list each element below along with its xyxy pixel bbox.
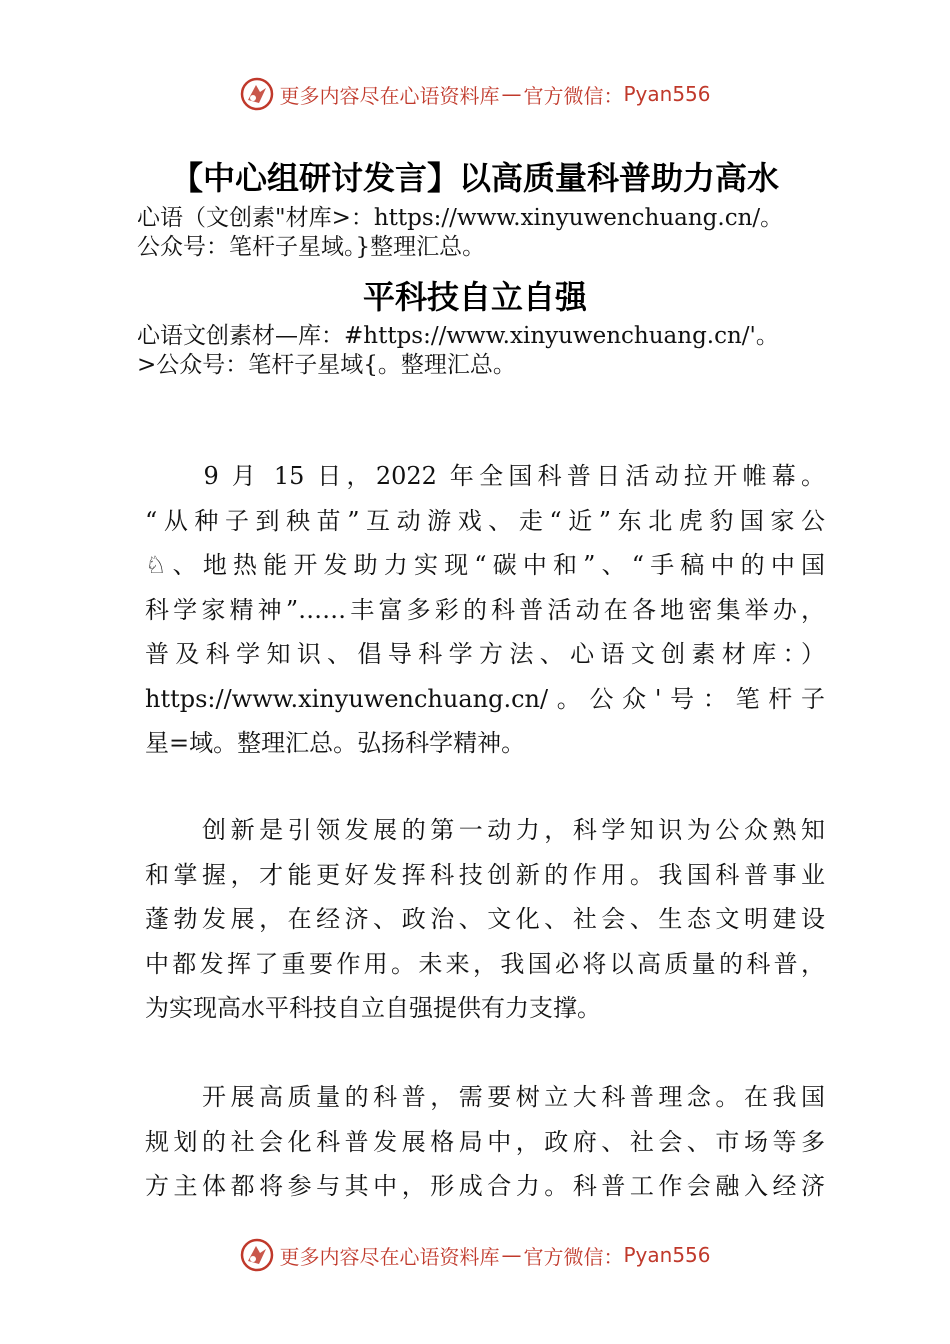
paragraph-line: 为实现高水平科技自立自强提供有力支撑。 [145, 994, 601, 1022]
source-note-1 [137, 204, 937, 262]
document-title-line-1: 【中心组研讨发言】以高质量科普助力高水 [170, 159, 779, 197]
paragraph-line: 蓬勃发展，在经济、政治、文化、社会、生态文明建设 [145, 905, 825, 933]
paragraph-line: 创新是引领发展的第一动力，科学知识为公众熟知 [145, 816, 825, 844]
paragraph-line: 普及科学知识、倡导科学方法、心语文创素材库：） [145, 640, 825, 668]
body-paragraph-2 [145, 808, 825, 1031]
paragraph-line: 科学家精神”……丰富多彩的科普活动在各地密集举办， [145, 595, 825, 624]
body-paragraph-1 [145, 454, 825, 766]
source-note-line: 心语文创素材—库：#https://www.xinyuwenchuang.cn/'。 [137, 323, 779, 349]
header-watermark-banner [0, 74, 950, 114]
banner-slogan: 更多内容尽在心语资料库 [279, 83, 500, 108]
brand-logo-icon [239, 1237, 275, 1273]
paragraph-line: 星=域。整理汇总。弘扬科学精神。 [145, 729, 526, 757]
body-paragraph-3 [145, 1075, 825, 1209]
source-note-line: >公众号：笔杆子星域{。整理汇总。 [137, 352, 516, 378]
paragraph-line: 开展高质量的科普，需要树立大科普理念。在我国 [145, 1083, 825, 1111]
banner-wechat-label: 官方微信： [523, 83, 624, 108]
banner-slogan: 更多内容尽在心语资料库 [279, 1244, 500, 1269]
paragraph-line: 中都发挥了重要作用。未来，我国必将以高质量的科普， [145, 949, 825, 978]
brand-logo-icon [239, 76, 275, 112]
paragraph-line: 方主体都将参与其中，形成合力。科普工作会融入经济 [145, 1172, 825, 1200]
source-note-line: 心语（文创素"材库>：https://www.xinyuwenchuang.cn/。 [137, 205, 784, 231]
source-note-2 [137, 322, 937, 380]
banner-wechat-id: Pyan556 [623, 82, 711, 106]
banner-dash: — [501, 1243, 522, 1267]
source-note-line: 公众号：笔杆子星域。}整理汇总。 [137, 234, 486, 260]
paragraph-line: 9 月 15 日，2022 年全国科普日活动拉开帷幕。 [145, 462, 825, 490]
paragraph-line: “从种子到秧苗”互动游戏、走“近”东北虎豹国家公 [145, 506, 825, 535]
paragraph-line: 规划的社会化科普发展格局中，政府、社会、市场等多 [145, 1127, 825, 1156]
paragraph-line: ♘、地热能开发助力实现“碳中和”、“手稿中的中国 [145, 551, 825, 579]
banner-wechat-label: 官方微信： [523, 1244, 624, 1269]
paragraph-line: 和掌握，才能更好发挥科技创新的作用。我国科普事业 [145, 860, 825, 889]
banner-wechat-id: Pyan556 [623, 1243, 711, 1267]
banner-dash: — [501, 82, 522, 106]
document-title-line-2: 平科技自立自强 [362, 278, 587, 316]
footer-watermark-banner [0, 1235, 950, 1275]
paragraph-line: https://www.xinyuwenchuang.cn/。公众'号：笔杆子 [145, 684, 825, 713]
